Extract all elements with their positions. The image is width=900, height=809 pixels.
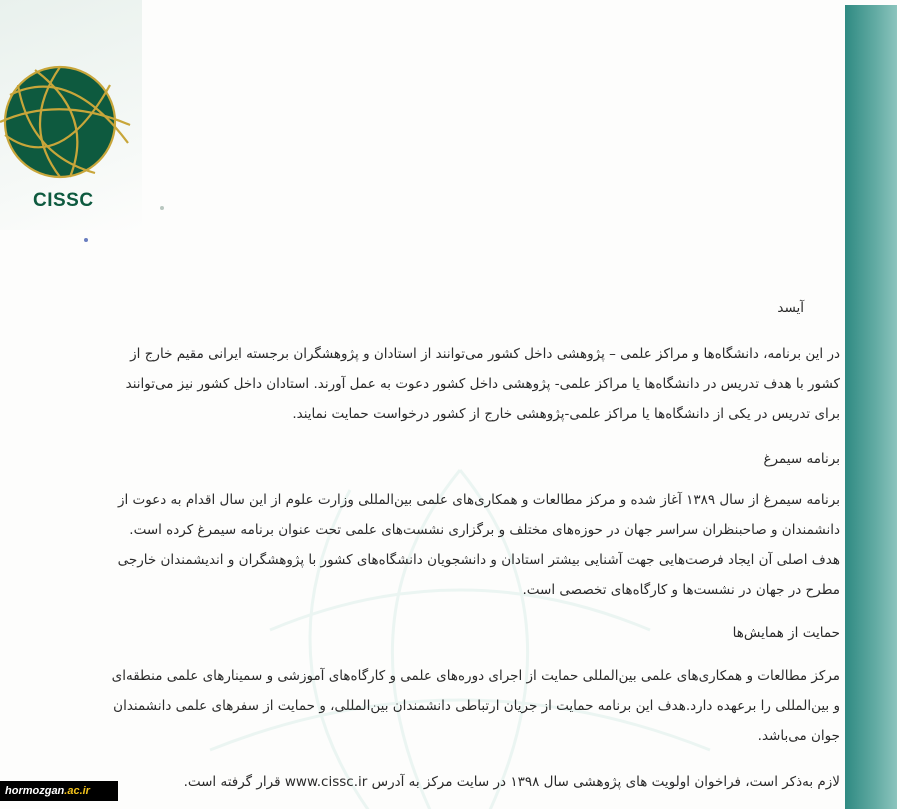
cissc-globe-logo <box>0 55 135 190</box>
background-watermark <box>150 430 770 809</box>
intro-line-3: برای تدریس در یکی از دانشگاه‌ها یا مراکز علمی-پژوهشی خارج از کشور درخواست حمایت نمایند. <box>292 406 840 422</box>
simorgh-line-3: هدف اصلی آن ایجاد فرصت‌هایی جهت آشنایی بیشتر استادان و دانشجویان دانشگاه‌های کشور با پژوهشگران و اندیشمندان خارجی <box>117 552 840 568</box>
conferences-line-3: جوان می‌باشد. <box>757 728 840 744</box>
conferences-line-1: مرکز مطالعات و همکاری‌های علمی بین‌المللی حمایت از اجرای دوره‌های علمی و کارگاه‌های آموزشی و سمینارهای علمی منطقه‌ای <box>111 668 840 684</box>
intro-line-1: در این برنامه، دانشگاه‌ها و مراکز علمی – پژوهشی داخل کشور می‌توانند از استادان و پژوهشگران برجسته ایرانی مقیم خارج از <box>130 346 840 362</box>
closing-line: لازم به‌ذکر است، فراخوان اولویت های پژوهشی سال ۱۳۹۸ در سایت مرکز به آدرس www.cissc.ir قرار گرفته است. <box>183 774 840 790</box>
conferences-heading: حمایت از همایش‌ها <box>732 625 840 641</box>
source-badge-accent: .ac.ir <box>64 785 90 797</box>
intro-tail-word: آیسد <box>777 300 804 316</box>
source-badge <box>0 781 118 801</box>
ink-speck <box>84 238 88 242</box>
side-color-bar <box>845 5 897 809</box>
conferences-line-2: و بین‌المللی را برعهده دارد.هدف این برنامه حمایت از جریان ارتباطی دانشمندان بین‌المللی، و حمایت از سفرهای علمی دانشمندان <box>113 698 840 714</box>
simorgh-line-1: برنامه سیمرغ از سال ۱۳۸۹ آغاز شده و مرکز مطالعات و همکاری‌های علمی بین‌المللی وزارت علوم از این سال اقدام به دعوت از <box>117 492 840 508</box>
logo-wordmark: CISSC <box>33 190 94 211</box>
simorgh-line-4: مطرح در جهان در نشست‌ها و کارگاه‌های تخصصی است. <box>522 582 840 598</box>
simorgh-heading: برنامه سیمرغ <box>763 451 840 467</box>
source-badge-prefix: hormozgan <box>5 785 65 797</box>
simorgh-line-2: دانشمندان و صاحبنظران سراسر جهان در حوزه‌های مختلف و برگزاری نشست‌های علمی تحت عنوان برنامه سیمرغ کرده است. <box>129 522 840 538</box>
intro-line-2: کشور با هدف تدریس در دانشگاه‌ها یا مراکز علمی- پژوهشی داخل کشور دعوت به عمل آورند. استادان داخل کشور نیز می‌توانند <box>125 376 840 392</box>
ink-speck <box>160 206 164 210</box>
